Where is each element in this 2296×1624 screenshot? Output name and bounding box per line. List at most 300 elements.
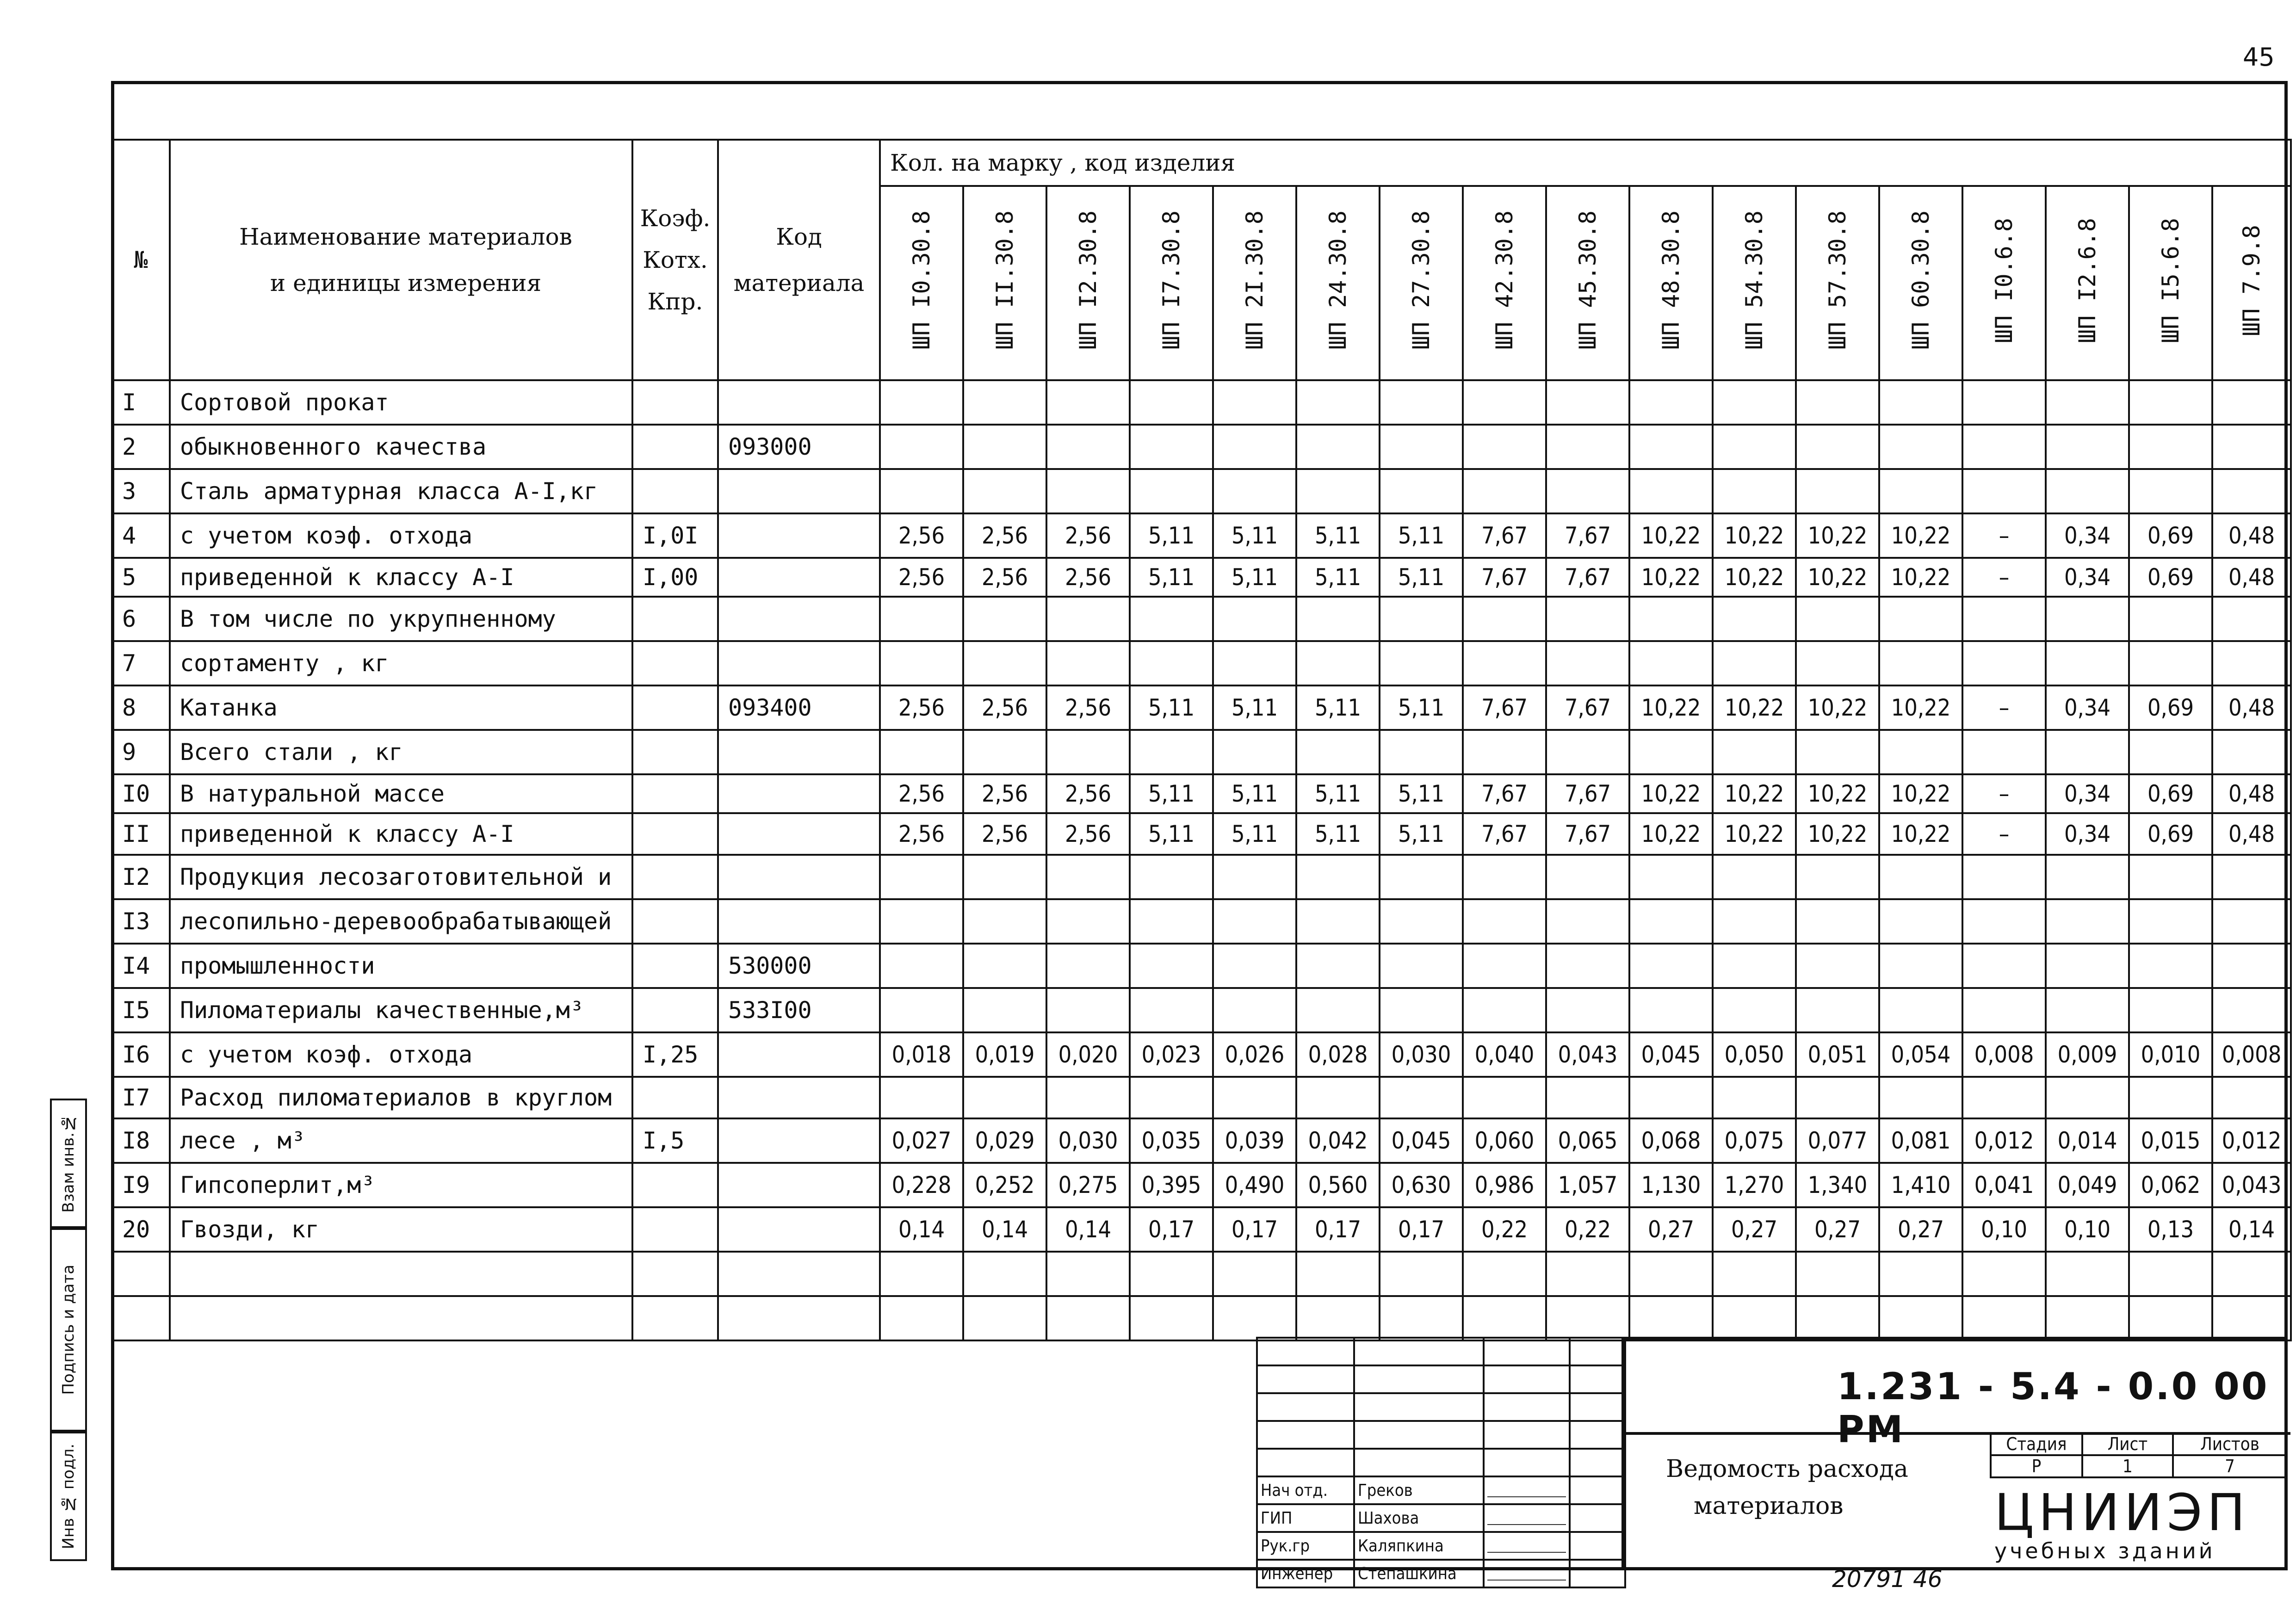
- quantity-cell: [1463, 899, 1546, 944]
- quantity-cell: 10,22: [1629, 558, 1713, 597]
- role-label: Рук.гр: [1257, 1532, 1354, 1560]
- product-header: [1046, 186, 1130, 380]
- product-header: [2046, 186, 2129, 380]
- quantity-cell: 7,67: [1546, 813, 1629, 855]
- organization-subtitle: учебных зданий: [1994, 1538, 2216, 1563]
- quantity-cell: 2,56: [880, 813, 963, 855]
- title-block-right: [1621, 1337, 2288, 1570]
- document-title: [1666, 1451, 1908, 1525]
- quantity-cell: 10,22: [1796, 513, 1879, 558]
- material-name: промышленности: [170, 944, 632, 988]
- quantity-cell: 0,035: [1130, 1118, 1213, 1163]
- coefficient: [632, 813, 718, 855]
- product-header: [1463, 186, 1546, 380]
- quantity-cell: [1796, 899, 1879, 944]
- coefficient: [632, 380, 718, 425]
- quantity-cell: [1546, 597, 1629, 641]
- quantity-cell: [2129, 597, 2212, 641]
- quantity-cell: 0,14: [880, 1207, 963, 1252]
- table-row: [112, 425, 2291, 469]
- quantity-cell: [880, 899, 963, 944]
- quantity-cell: [1046, 899, 1130, 944]
- quantity-cell: [1213, 1077, 1296, 1118]
- quantity-cell: [1629, 469, 1713, 513]
- material-name: Сортовой прокат: [170, 380, 632, 425]
- quantity-cell: 0,986: [1463, 1163, 1546, 1207]
- quantity-cell: [1046, 425, 1130, 469]
- quantity-cell: [1130, 899, 1213, 944]
- quantity-cell: [963, 469, 1046, 513]
- quantity-cell: [1962, 380, 2046, 425]
- quantity-cell: 0,054: [1879, 1032, 1962, 1077]
- quantity-cell: 7,67: [1546, 558, 1629, 597]
- quantity-cell: [1879, 597, 1962, 641]
- row-number: 6: [112, 597, 170, 641]
- quantity-cell: [1213, 944, 1296, 988]
- quantity-cell: [1796, 855, 1879, 899]
- quantity-cell: [1296, 1252, 1380, 1296]
- quantity-cell: [1380, 641, 1463, 685]
- signature-row-0: [1257, 1476, 1625, 1504]
- quantity-cell: [2046, 1296, 2129, 1340]
- coefficient: [632, 1207, 718, 1252]
- quantity-cell: 0,018: [880, 1032, 963, 1077]
- quantity-cell: 0,039: [1213, 1118, 1296, 1163]
- quantity-cell: [1213, 380, 1296, 425]
- quantity-cell: [963, 1077, 1046, 1118]
- organization-name: ЦНИИЭП: [1994, 1483, 2250, 1542]
- materials-table: [111, 139, 2292, 1341]
- quantity-cell: [1962, 944, 2046, 988]
- coefficient: [632, 944, 718, 988]
- quantity-cell: 5,11: [1296, 513, 1380, 558]
- bottom-note: 20791 46: [1832, 1566, 1943, 1593]
- table-row: [112, 469, 2291, 513]
- header-coef-line1: Коэф.: [640, 205, 711, 232]
- quantity-cell: 2,56: [963, 558, 1046, 597]
- table-row: [112, 774, 2291, 813]
- quantity-cell: [2046, 380, 2129, 425]
- product-header: [963, 186, 1046, 380]
- coefficient: I,5: [632, 1118, 718, 1163]
- product-header: [1629, 186, 1713, 380]
- sheets-value: 7: [2173, 1455, 2287, 1477]
- material-code: [718, 855, 880, 899]
- quantity-cell: [1463, 1077, 1546, 1118]
- coefficient: [632, 641, 718, 685]
- quantity-cell: 0,228: [880, 1163, 963, 1207]
- quantity-cell: 0,48: [2212, 774, 2291, 813]
- quantity-cell: 2,56: [1046, 774, 1130, 813]
- quantity-cell: [2129, 855, 2212, 899]
- quantity-cell: [1713, 1252, 1796, 1296]
- quantity-cell: [2046, 1252, 2129, 1296]
- quantity-cell: 5,11: [1380, 558, 1463, 597]
- quantity-cell: 5,11: [1380, 813, 1463, 855]
- quantity-cell: 5,11: [1213, 774, 1296, 813]
- person-name: Шахова: [1354, 1504, 1484, 1532]
- quantity-cell: 0,029: [963, 1118, 1046, 1163]
- quantity-cell: 2,56: [880, 774, 963, 813]
- quantity-cell: 0,27: [1713, 1207, 1796, 1252]
- quantity-cell: 5,11: [1213, 685, 1296, 730]
- row-number: 7: [112, 641, 170, 685]
- quantity-cell: [1796, 641, 1879, 685]
- material-code: [718, 597, 880, 641]
- material-name: Катанка: [170, 685, 632, 730]
- quantity-cell: [1380, 469, 1463, 513]
- quantity-cell: 0,009: [2046, 1032, 2129, 1077]
- signature: [1484, 1532, 1570, 1560]
- quantity-cell: [1713, 899, 1796, 944]
- quantity-cell: 0,049: [2046, 1163, 2129, 1207]
- quantity-cell: [2212, 380, 2291, 425]
- quantity-cell: [2129, 988, 2212, 1032]
- quantity-cell: [1796, 597, 1879, 641]
- quantity-cell: [1463, 641, 1546, 685]
- role-label: Нач отд.: [1257, 1476, 1354, 1504]
- quantity-cell: [2212, 1077, 2291, 1118]
- signatures-grid: [1256, 1337, 1626, 1588]
- quantity-cell: [1463, 730, 1546, 774]
- quantity-cell: 0,395: [1130, 1163, 1213, 1207]
- quantity-cell: [1879, 469, 1962, 513]
- row-number: I9: [112, 1163, 170, 1207]
- quantity-cell: 10,22: [1879, 813, 1962, 855]
- quantity-cell: [1713, 425, 1796, 469]
- quantity-cell: [1296, 425, 1380, 469]
- quantity-cell: 10,22: [1629, 813, 1713, 855]
- quantity-cell: 0,48: [2212, 813, 2291, 855]
- row-number: 9: [112, 730, 170, 774]
- stage-value: Р: [1991, 1455, 2082, 1477]
- quantity-cell: 0,075: [1713, 1118, 1796, 1163]
- product-code: ШП 54.30.8: [1741, 210, 1768, 350]
- quantity-cell: 0,041: [1962, 1163, 2046, 1207]
- material-name: Гвозди, кг: [170, 1207, 632, 1252]
- quantity-cell: 0,028: [1296, 1032, 1380, 1077]
- quantity-cell: [1962, 1296, 2046, 1340]
- quantity-cell: 5,11: [1130, 813, 1213, 855]
- quantity-cell: 0,027: [880, 1118, 963, 1163]
- material-name: обыкновенного качества: [170, 425, 632, 469]
- material-code: 530000: [718, 944, 880, 988]
- quantity-cell: 10,22: [1629, 774, 1713, 813]
- sheets-label: Листов: [2173, 1433, 2287, 1455]
- quantity-cell: 2,56: [963, 513, 1046, 558]
- coefficient: [632, 425, 718, 469]
- material-name: Расход пиломатериалов в круглом: [170, 1077, 632, 1118]
- stage-label: Стадия: [1991, 1433, 2082, 1455]
- coefficient: I,0I: [632, 513, 718, 558]
- table-row: [112, 813, 2291, 855]
- quantity-cell: 1,270: [1713, 1163, 1796, 1207]
- quantity-cell: [1546, 1077, 1629, 1118]
- quantity-cell: 0,48: [2212, 685, 2291, 730]
- quantity-cell: [1463, 988, 1546, 1032]
- quantity-cell: [1962, 425, 2046, 469]
- quantity-cell: 0,69: [2129, 558, 2212, 597]
- quantity-cell: [1629, 1296, 1713, 1340]
- quantity-cell: 0,275: [1046, 1163, 1130, 1207]
- material-code: [718, 513, 880, 558]
- quantity-cell: [2046, 1077, 2129, 1118]
- product-code: ШП 27.30.8: [1408, 210, 1435, 350]
- material-name: [170, 1296, 632, 1340]
- quantity-cell: 1,410: [1879, 1163, 1962, 1207]
- quantity-cell: –: [1962, 813, 2046, 855]
- quantity-cell: 2,56: [1046, 513, 1130, 558]
- quantity-cell: [1796, 730, 1879, 774]
- quantity-cell: 0,045: [1380, 1118, 1463, 1163]
- quantity-cell: 2,56: [963, 813, 1046, 855]
- quantity-cell: [1879, 730, 1962, 774]
- quantity-cell: [2046, 855, 2129, 899]
- quantity-cell: 2,56: [963, 685, 1046, 730]
- quantity-cell: [2129, 641, 2212, 685]
- quantity-cell: 5,11: [1296, 558, 1380, 597]
- quantity-cell: [1130, 855, 1213, 899]
- product-header: [1713, 186, 1796, 380]
- quantity-cell: [1962, 641, 2046, 685]
- quantity-cell: [1213, 730, 1296, 774]
- quantity-cell: [1380, 730, 1463, 774]
- quantity-cell: [963, 425, 1046, 469]
- material-name: Продукция лесозаготовительной и: [170, 855, 632, 899]
- table-row: [112, 899, 2291, 944]
- quantity-cell: 0,17: [1213, 1207, 1296, 1252]
- side-stamp-replaced-inv: [50, 1099, 87, 1228]
- quantity-cell: [1296, 469, 1380, 513]
- side-stamp-signature-date: [50, 1228, 87, 1432]
- row-number: I0: [112, 774, 170, 813]
- quantity-cell: [1046, 944, 1130, 988]
- quantity-cell: [1296, 855, 1380, 899]
- material-code: [718, 730, 880, 774]
- quantity-cell: [1463, 425, 1546, 469]
- quantity-cell: 10,22: [1713, 813, 1796, 855]
- material-code: [718, 899, 880, 944]
- product-code: ШП 42.30.8: [1491, 210, 1518, 350]
- quantity-cell: [1380, 944, 1463, 988]
- product-code: ШП 48.30.8: [1658, 210, 1684, 350]
- quantity-cell: [1713, 730, 1796, 774]
- material-name: лесе , м³: [170, 1118, 632, 1163]
- quantity-cell: [1879, 944, 1962, 988]
- material-code: 093000: [718, 425, 880, 469]
- coefficient: [632, 774, 718, 813]
- quantity-cell: [1629, 730, 1713, 774]
- header-coef: [632, 140, 718, 380]
- material-code: [718, 1077, 880, 1118]
- quantity-cell: [963, 1252, 1046, 1296]
- row-number: 2: [112, 425, 170, 469]
- quantity-cell: [1879, 899, 1962, 944]
- row-number: I3: [112, 899, 170, 944]
- quantity-cell: 0,030: [1380, 1032, 1463, 1077]
- quantity-cell: 0,043: [1546, 1032, 1629, 1077]
- quantity-cell: [2046, 425, 2129, 469]
- quantity-cell: [1629, 988, 1713, 1032]
- product-code: ШП I7.30.8: [1158, 210, 1185, 350]
- row-number: I2: [112, 855, 170, 899]
- quantity-cell: 0,34: [2046, 774, 2129, 813]
- product-code: ШП I0.30.8: [908, 210, 935, 350]
- quantity-cell: [1046, 1077, 1130, 1118]
- coefficient: [632, 685, 718, 730]
- quantity-cell: 0,14: [2212, 1207, 2291, 1252]
- quantity-cell: [1546, 944, 1629, 988]
- quantity-cell: [2129, 1077, 2212, 1118]
- quantity-cell: [1463, 380, 1546, 425]
- quantity-cell: 0,17: [1130, 1207, 1213, 1252]
- quantity-cell: 0,17: [1296, 1207, 1380, 1252]
- quantity-cell: 5,11: [1380, 513, 1463, 558]
- quantity-cell: [1629, 944, 1713, 988]
- coefficient: [632, 1077, 718, 1118]
- header-coef-line3: Кпр.: [647, 288, 703, 315]
- product-code: ШП 45.30.8: [1574, 210, 1601, 350]
- quantity-cell: [1796, 380, 1879, 425]
- quantity-cell: [1046, 380, 1130, 425]
- quantity-cell: [1879, 1077, 1962, 1118]
- quantity-cell: [2129, 1252, 2212, 1296]
- product-code: ШП 57.30.8: [1824, 210, 1851, 350]
- coefficient: [632, 1252, 718, 1296]
- quantity-cell: 0,22: [1546, 1207, 1629, 1252]
- table-row: [112, 944, 2291, 988]
- quantity-cell: [1130, 469, 1213, 513]
- quantity-cell: [880, 597, 963, 641]
- quantity-cell: [1046, 469, 1130, 513]
- quantity-cell: [1296, 380, 1380, 425]
- material-code: [718, 1032, 880, 1077]
- quantity-cell: 0,10: [2046, 1207, 2129, 1252]
- quantity-cell: 2,56: [963, 774, 1046, 813]
- quantity-cell: 10,22: [1796, 558, 1879, 597]
- quantity-cell: [880, 944, 963, 988]
- document-code: 1.231 - 5.4 - 0.0 00 РМ: [1837, 1365, 2269, 1451]
- quantity-cell: [1213, 855, 1296, 899]
- quantity-cell: 0,042: [1296, 1118, 1380, 1163]
- material-name: Всего стали , кг: [170, 730, 632, 774]
- quantity-cell: 10,22: [1879, 685, 1962, 730]
- coefficient: [632, 899, 718, 944]
- product-code: ШП I2.30.8: [1075, 210, 1102, 350]
- quantity-cell: [1796, 988, 1879, 1032]
- row-number: [112, 1252, 170, 1296]
- quantity-cell: 0,69: [2129, 685, 2212, 730]
- material-code: 093400: [718, 685, 880, 730]
- quantity-cell: 7,67: [1463, 813, 1546, 855]
- material-code: [718, 641, 880, 685]
- signature: [1484, 1476, 1570, 1504]
- quantity-cell: [1962, 469, 2046, 513]
- quantity-cell: 10,22: [1713, 513, 1796, 558]
- quantity-cell: [1213, 469, 1296, 513]
- quantity-cell: [1546, 1296, 1629, 1340]
- quantity-cell: [1296, 730, 1380, 774]
- material-name: приведенной к классу А-I: [170, 813, 632, 855]
- quantity-cell: 5,11: [1213, 513, 1296, 558]
- quantity-cell: 10,22: [1796, 685, 1879, 730]
- role-label: Инженер: [1257, 1560, 1354, 1587]
- quantity-cell: [1046, 1296, 1130, 1340]
- quantity-cell: [1962, 597, 2046, 641]
- quantity-cell: [1046, 855, 1130, 899]
- quantity-cell: [1713, 855, 1796, 899]
- quantity-cell: [2046, 641, 2129, 685]
- quantity-cell: 0,065: [1546, 1118, 1629, 1163]
- quantity-cell: [1713, 1296, 1796, 1340]
- quantity-cell: 10,22: [1796, 813, 1879, 855]
- quantity-cell: [1629, 641, 1713, 685]
- quantity-cell: 1,340: [1796, 1163, 1879, 1207]
- quantity-cell: 0,020: [1046, 1032, 1130, 1077]
- quantity-cell: [1796, 425, 1879, 469]
- quantity-cell: [1962, 988, 2046, 1032]
- quantity-cell: [2212, 469, 2291, 513]
- quantity-cell: 0,077: [1796, 1118, 1879, 1163]
- quantity-cell: [1713, 944, 1796, 988]
- quantity-cell: [2212, 944, 2291, 988]
- quantity-cell: –: [1962, 558, 2046, 597]
- material-code: [718, 1207, 880, 1252]
- material-name: Сталь арматурная класса А-I,кг: [170, 469, 632, 513]
- quantity-cell: [1796, 469, 1879, 513]
- quantity-cell: [880, 988, 963, 1032]
- quantity-cell: [1213, 988, 1296, 1032]
- quantity-cell: 2,56: [1046, 558, 1130, 597]
- quantity-cell: [2129, 944, 2212, 988]
- role-label: ГИП: [1257, 1504, 1354, 1532]
- quantity-cell: [1130, 1252, 1213, 1296]
- sheet-value: 1: [2082, 1455, 2173, 1477]
- quantity-cell: –: [1962, 685, 2046, 730]
- quantity-cell: [963, 899, 1046, 944]
- quantity-cell: [1962, 855, 2046, 899]
- quantity-cell: [1546, 1252, 1629, 1296]
- quantity-cell: 5,11: [1130, 558, 1213, 597]
- table-row: [112, 380, 2291, 425]
- table-row: [112, 597, 2291, 641]
- material-code: [718, 1252, 880, 1296]
- signature-row-1: [1257, 1504, 1625, 1532]
- row-number: II: [112, 813, 170, 855]
- quantity-cell: [2046, 730, 2129, 774]
- quantity-cell: [1713, 597, 1796, 641]
- signature: [1484, 1504, 1570, 1532]
- quantity-cell: [2046, 469, 2129, 513]
- product-header: [1546, 186, 1629, 380]
- product-header: [1130, 186, 1213, 380]
- quantity-cell: [1713, 469, 1796, 513]
- quantity-cell: –: [1962, 774, 2046, 813]
- quantity-cell: [1213, 641, 1296, 685]
- quantity-cell: [880, 380, 963, 425]
- quantity-cell: [1463, 1252, 1546, 1296]
- quantity-cell: [1796, 944, 1879, 988]
- side-stamp-original-inv: [50, 1432, 87, 1561]
- quantity-cell: [1463, 469, 1546, 513]
- material-name: с учетом коэф. отхода: [170, 1032, 632, 1077]
- quantity-cell: [1463, 855, 1546, 899]
- product-header: [1380, 186, 1463, 380]
- quantity-cell: [1130, 1077, 1213, 1118]
- table-row: [112, 1163, 2291, 1207]
- coefficient: [632, 1163, 718, 1207]
- quantity-cell: 10,22: [1879, 774, 1962, 813]
